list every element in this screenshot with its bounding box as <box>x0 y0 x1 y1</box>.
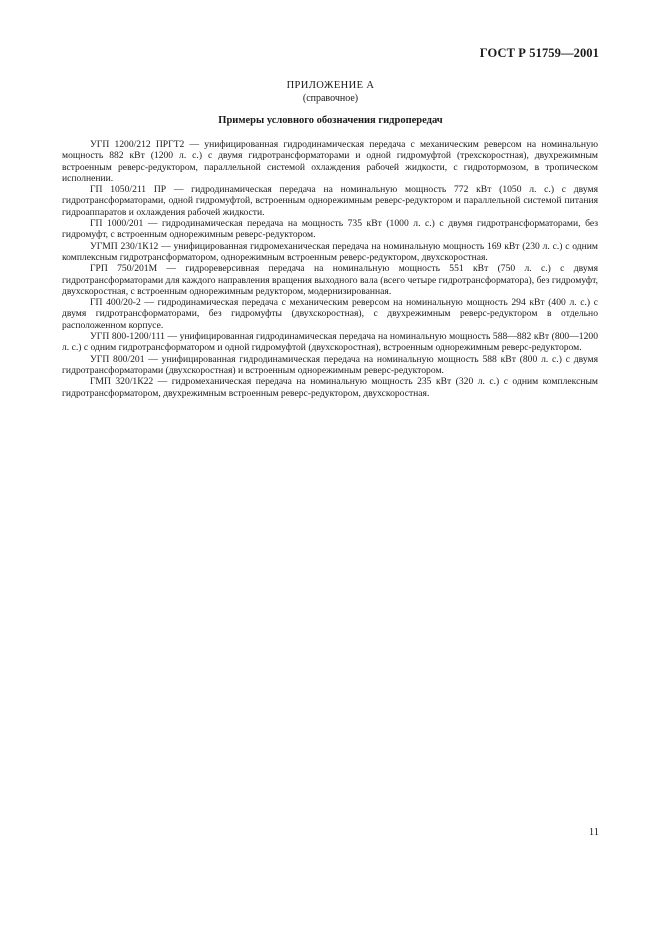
paragraph: ГП 1000/201 — гидродинамическая передача на мощность 735 кВт (1000 л. с.) с двумя гидротрансформаторами, без гидромуфт, с встроенным однорежимным реверс-редуктором. <box>62 218 598 241</box>
paragraph: ГМП 320/1К22 — гидромеханическая передача на номинальную мощность 235 кВт (320 л. с.) с одним комплексным гидротрансформатором, двухрежимным встроенным реверс-редуктором, двухскоростная. <box>62 376 598 399</box>
section-title: Примеры условного обозначения гидропередач <box>218 115 443 126</box>
document-code: ГОСТ Р 51759—2001 <box>479 46 599 60</box>
paragraph: УГМП 230/1К12 — унифицированная гидромеханическая передача на номинальную мощность 169 кВт (230 л. с.) с одним комплексным гидротрансформатором, однорежимным встроенным реверс-редуктором, двухскоростная. <box>62 240 598 263</box>
body-text <box>62 139 598 399</box>
paragraph: ГРП 750/201М — гидрореверсивная передача на номинальную мощность 551 кВт (750 л. с.) с двумя гидротрансформаторами для каждого направления вращения выходного вала (всего четыре гидротрансформатора), без гидромуфт, двухскоростная, с встроенным однорежимным редуктором, модернизированная. <box>62 263 598 297</box>
page-number: 11 <box>588 827 599 838</box>
paragraph: УГП 1200/212 ПРГТ2 — унифицированная гидродинамическая передача с механическим реверсом на номинальную мощность 882 кВт (1200 л. с.) с двумя гидротрансформаторами и одной гидромуфтой (трехскоростная), двухрежимным встроенным реверс-редуктором, параллельной системой охлаждения рабочей жидкости, с гидротормозом, в тропическом исполнении. <box>62 139 598 184</box>
appendix-title: ПРИЛОЖЕНИЕ А <box>286 80 375 91</box>
paragraph: ГП 1050/211 ПР — гидродинамическая передача на номинальную мощность 772 кВт (1050 л. с.) с двумя гидротрансформаторами, одной гидромуфтой, встроенным однорежимным реверс-редуктором и параллельной системой питания гидроаппаратов и охлаждения рабочей жидкости. <box>62 184 598 218</box>
paragraph: УГП 800/201 — унифицированная гидродинамическая передача на номинальную мощность 588 кВт (800 л. с.) с двумя гидротрансформаторами (двухскоростная) и встроенным однорежимным реверс-редуктором. <box>62 353 598 376</box>
paragraph: ГП 400/20-2 — гидродинамическая передача с механическим реверсом на номинальную мощность 294 кВт (400 л. с.) с двумя гидротрансформаторами, без гидромуфты (двухскоростная), с двухрежимным реверс-редуктором в отдельно расположенном корпусе. <box>62 297 598 331</box>
appendix-note: (справочное) <box>302 93 359 104</box>
paragraph: УГП 800-1200/111 — унифицированная гидродинамическая передача на номинальную мощность 588—882 кВт (800—1200 л. с.) с одним гидротрансформатором и одной гидромуфтой (двухскоростная), встроенным однорежимным реверс-редуктором. <box>62 331 598 354</box>
